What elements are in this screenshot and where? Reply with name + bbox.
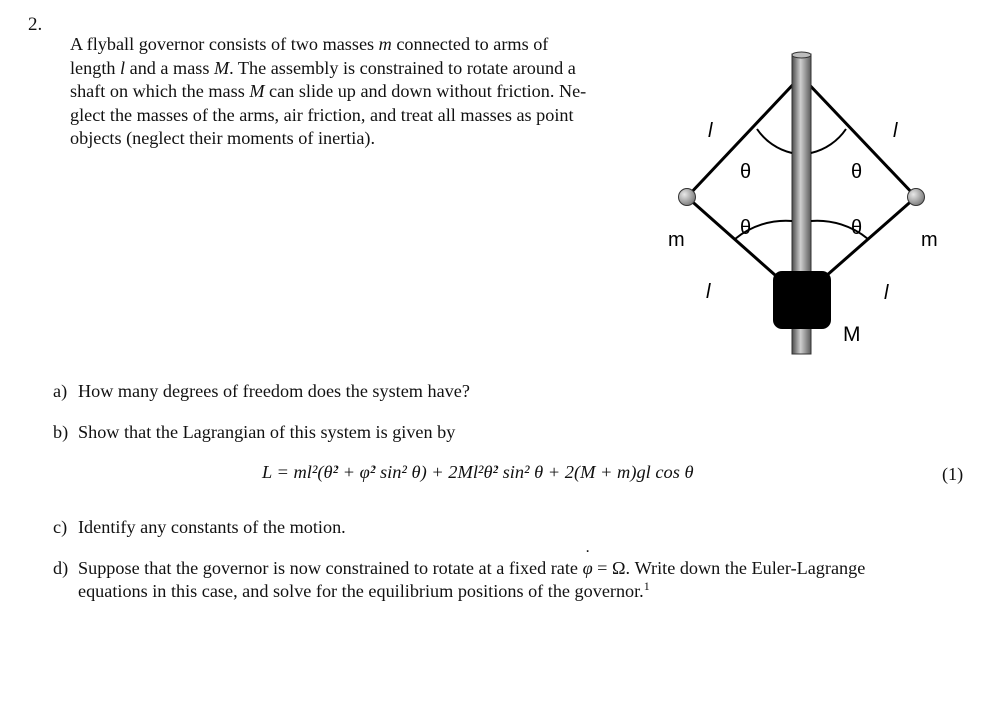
question-d-text-1: Suppose that the governor is now constrained to rotate at a fixed rate [78,558,583,578]
label-m-left: m [668,229,685,251]
statement-line-4: glect the masses of the arms, air friction, and treat all masses as point [70,104,574,125]
shaft-top-cap [792,52,811,58]
label-l-lower-right: l [884,282,889,304]
question-c-label: c) [53,517,68,537]
label-theta-upper-left: θ [740,161,752,183]
question-a [53,380,470,403]
label-l-upper-right: l [893,120,898,142]
statement-line-5: objects (neglect their moments of inertia). [70,128,376,148]
label-theta-lower-right: θ [851,217,863,239]
question-a-text: How many degrees of freedom does the system have? [78,381,470,401]
problem-statement [70,33,635,151]
label-m-right: m [921,229,938,251]
question-b [53,421,455,444]
label-theta-upper-right: θ [851,161,863,183]
phi-dot-symbol: ˙ φ [583,557,593,580]
label-l-lower-left: l [706,281,711,303]
question-d [53,557,865,603]
equation-number: (1) [942,464,964,484]
mass-right [908,189,925,206]
footnote-marker: 1 [643,579,650,593]
question-b-label: b) [53,422,69,442]
label-M: M [843,323,861,346]
mass-left [679,189,696,206]
statement-line-1: A flyball governor consists of two masses m connected to arms of [70,34,549,54]
problem-number: 2. [28,14,43,35]
angle-arc-upper-right [811,129,846,153]
question-d-label: d) [53,558,69,578]
question-d-text-3: equations in this case, and solve for the equilibrium positions of the governor. [78,581,644,601]
question-c [53,516,346,539]
sliding-mass-M [773,271,831,329]
statement-line-3: shaft on which the mass M can slide up and down without friction. Ne- [70,81,587,101]
question-c-text: Identify any constants of the motion. [78,517,346,537]
angle-arc-upper-left [757,129,792,153]
question-a-label: a) [53,381,68,401]
label-theta-lower-left: θ [740,217,752,239]
label-l-upper-left: l [708,120,713,142]
flyball-governor-diagram [655,44,975,362]
omega-equality: = Ω [592,558,626,578]
statement-line-2: length l and a mass M. The assembly is constrained to rotate around a [70,57,576,78]
question-b-text: Show that the Lagrangian of this system is given by [78,422,456,442]
question-d-text-2: . Write down the Euler-Lagrange [625,558,866,578]
lagrangian-equation: L = ml²(θ̇² + φ̇² sin² θ) + 2Ml²θ̇² sin² θ + 2(M + m)gl cos θ [262,462,694,482]
